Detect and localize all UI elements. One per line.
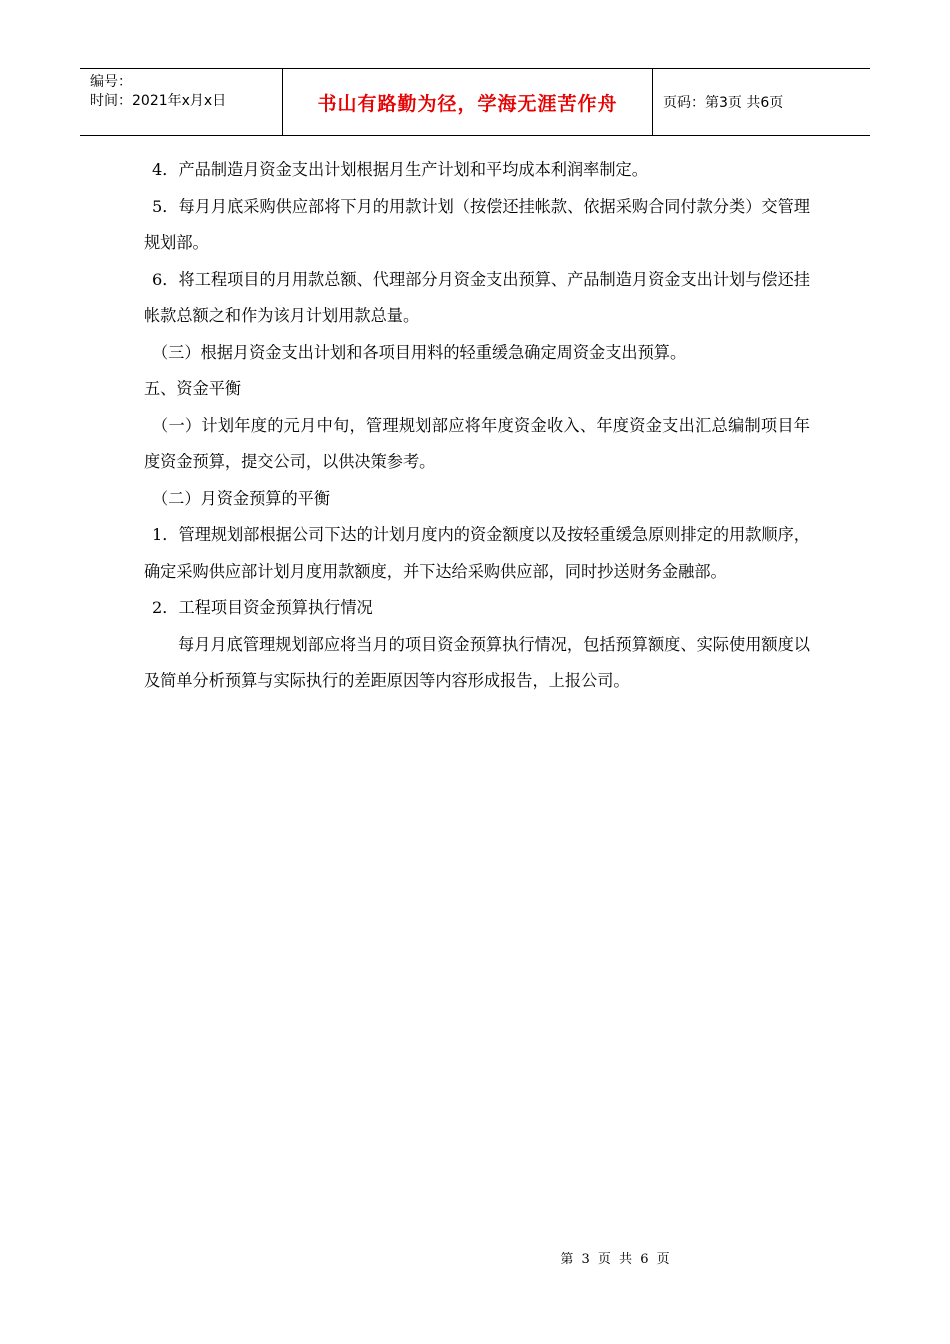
- paragraph: 每月月底管理规划部应将当月的项目资金预算执行情况，包括预算额度、实际使用额度以及简单分析预算与实际执行的差距原因等内容形成报告，上报公司。: [144, 634, 810, 690]
- header-meta: [80, 69, 282, 135]
- paragraph: 1．管理规划部根据公司下达的计划月度内的资金额度以及按轻重缓急原则排定的用款顺序，确定采购供应部计划月度用款额度，并下达给采购供应部，同时抄送财务金融部。: [144, 525, 810, 581]
- header-motto: 书山有路勤为径，学海无涯苦作舟: [282, 69, 653, 135]
- paragraph: 6．将工程项目的月用款总额、代理部分月资金支出预算、产品制造月资金支出计划与偿还挂帐款总额之和作为该月计划用款总量。: [144, 269, 810, 325]
- document-time-label: 时间：2021年x月x日: [90, 93, 227, 109]
- document-number-label: 编号：: [90, 74, 132, 90]
- paragraph: （一）计划年度的元月中旬，管理规划部应将年度资金收入、年度资金支出汇总编制项目年度资金预算，提交公司，以供决策参考。: [144, 415, 810, 471]
- section-heading: 五、资金平衡: [144, 379, 242, 398]
- document-body: [144, 152, 810, 700]
- paragraph: 4．产品制造月资金支出计划根据月生产计划和平均成本利润率制定。: [152, 160, 648, 179]
- page-footer: 第 3 页 共 6 页: [560, 1252, 670, 1267]
- header-page-code: 页码：第3页 共6页: [663, 95, 784, 111]
- page-header: [80, 68, 870, 136]
- paragraph: 5．每月月底采购供应部将下月的用款计划（按偿还挂帐款、依据采购合同付款分类）交管理规划部。: [144, 196, 810, 252]
- subsection-heading: （二）月资金预算的平衡: [152, 488, 331, 508]
- paragraph: （三）根据月资金支出计划和各项目用料的轻重缓急确定周资金支出预算。: [152, 342, 687, 362]
- subsection-heading: 2．工程项目资金预算执行情况: [152, 598, 373, 617]
